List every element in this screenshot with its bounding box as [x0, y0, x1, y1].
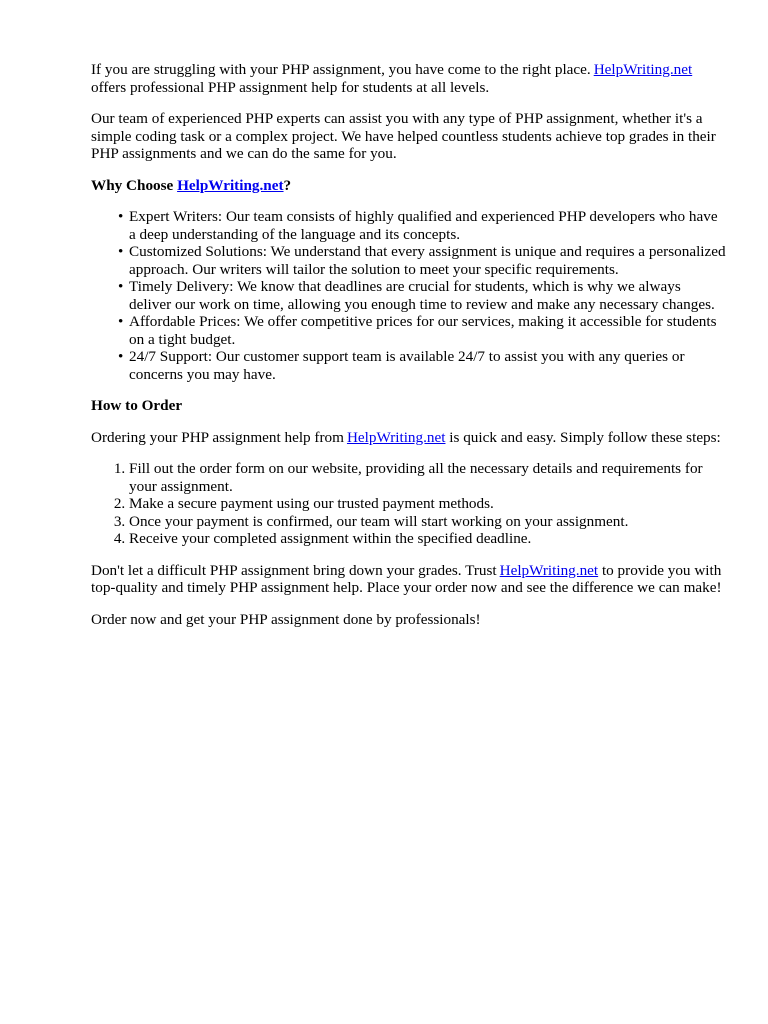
- list-item: [118, 348, 726, 383]
- closing-paragraph-1: [91, 562, 726, 597]
- list-item-text: Timely Delivery: We know that deadlines are crucial for students, which is why we always deliver our work on time, allowing you enough time to review and make any necessary changes.: [129, 278, 715, 313]
- intro-text: If you are struggling with your PHP assignment, you have come to the right place.: [91, 61, 591, 78]
- order-helpwriting-link[interactable]: HelpWriting.net: [346, 428, 446, 446]
- bullet-icon: •: [118, 348, 124, 365]
- list-item-text: 24/7 Support: Our customer support team is available 24/7 to assist you with any queries or concerns you may have.: [129, 348, 685, 383]
- order-step: 3. Once your payment is confirmed, our team will start working on your assignment.: [129, 513, 726, 531]
- list-item: [118, 208, 726, 243]
- order-step: 2. Make a secure payment using our trusted payment methods.: [129, 495, 726, 513]
- why-list: [91, 208, 726, 383]
- bullet-icon: •: [118, 278, 124, 295]
- list-item-text: Expert Writers: Our team consists of highly qualified and experienced PHP developers who have a deep understanding of the language and its concepts.: [129, 208, 718, 243]
- why-heading-prefix: Why Choose: [91, 176, 178, 194]
- order-intro-text: Ordering your PHP assignment help from: [91, 428, 344, 446]
- bullet-icon: •: [118, 313, 124, 330]
- how-to-order-heading: How to Order: [91, 397, 183, 414]
- bullet-icon: •: [118, 243, 124, 260]
- document-body: [91, 61, 726, 642]
- list-item-text: Customized Solutions: We understand that every assignment is unique and requires a personalized approach. Our writers will tailor the solution to meet your specific requirements.: [129, 243, 726, 278]
- intro-paragraph-1: [91, 61, 726, 96]
- closing-text: Don't let a difficult PHP assignment bring down your grades. Trust: [91, 561, 497, 579]
- order-intro-rest: is quick and easy. Simply follow these steps:: [449, 428, 721, 446]
- list-item: [118, 243, 726, 278]
- closing-helpwriting-link[interactable]: HelpWriting.net: [499, 561, 599, 579]
- order-step: 4. Receive your completed assignment within the specified deadline.: [129, 530, 726, 548]
- order-steps-list: [91, 460, 726, 548]
- why-heading-link[interactable]: HelpWriting.net: [177, 176, 284, 194]
- bullet-icon: •: [118, 208, 124, 225]
- order-step: 1. Fill out the order form on our website, providing all the necessary details and requirements for your assignment.: [129, 460, 726, 495]
- list-item: [118, 278, 726, 313]
- why-choose-heading: [91, 177, 726, 195]
- why-heading-suffix: ?: [283, 176, 292, 194]
- list-item-text: Affordable Prices: We offer competitive prices for our services, making it accessible for students on a tight budget.: [129, 313, 717, 348]
- intro-paragraph-2: Our team of experienced PHP experts can assist you with any type of PHP assignment, whether it's a simple coding task or a complex project. We have helped countless students achieve top grades in their PHP assignments and we can do the same for you.: [91, 110, 716, 162]
- helpwriting-link[interactable]: HelpWriting.net: [593, 61, 693, 78]
- order-intro-paragraph: [91, 429, 726, 447]
- closing-rest-text: to provide you with top-quality and timely PHP assignment help. Place your order now and see the difference we can make!: [91, 561, 722, 596]
- list-item: [118, 313, 726, 348]
- intro-rest-text: offers professional PHP assignment help for students at all levels.: [91, 78, 490, 96]
- closing-paragraph-2: Order now and get your PHP assignment done by professionals!: [91, 610, 481, 628]
